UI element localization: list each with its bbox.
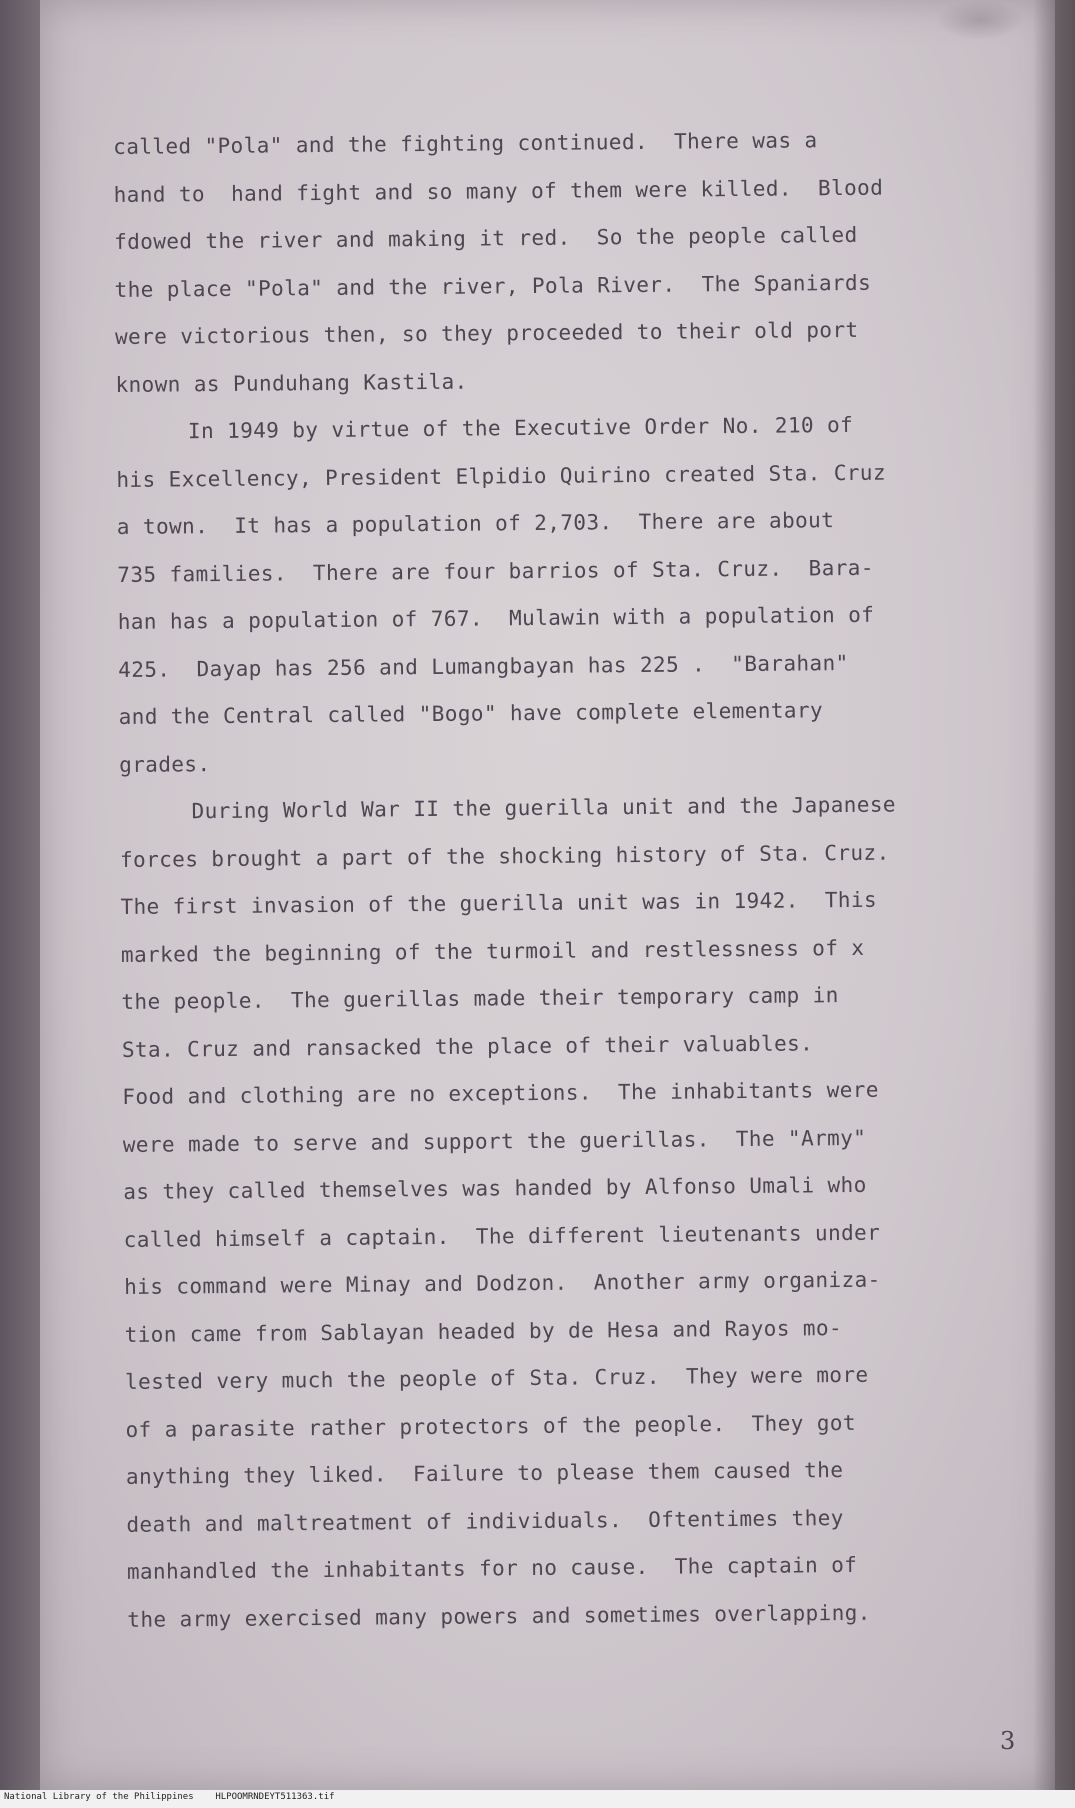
text-line: manhandled the inhabitants for no cause. The captain of [126, 1552, 858, 1584]
text-line: and the Central called "Bogo" have complete elementary [118, 698, 824, 729]
archive-footer-text: National Library of the Philippines HLPOOMRNDEYT511363.tif [4, 1792, 335, 1802]
text-line: anything they liked. Failure to please them caused the [125, 1458, 844, 1489]
text-line: fdowed the river and making it red. So the people called [114, 222, 858, 254]
page-number: 3 [1000, 1727, 1016, 1755]
text-line: forces brought a part of the shocking history of Sta. Cruz. [119, 840, 890, 872]
archive-footer [0, 1790, 1075, 1808]
text-line: grades. [119, 751, 211, 777]
text-line: The first invasion of the guerilla unit was in 1942. This [120, 887, 878, 919]
text-line: tion came from Sablayan headed by de Hesa and Rayos mo- [124, 1315, 843, 1347]
text-line: his command were Minay and Dodzon. Another army organiza- [124, 1267, 881, 1299]
text-line: called "Pola" and the fighting continued. There was a [113, 128, 818, 159]
text-line: were made to serve and support the guerillas. The "Army" [122, 1125, 867, 1157]
text-line: 735 families. There are four barrios of Sta. Cruz. Bara- [117, 555, 874, 587]
text-line: the people. The guerillas made their temporary camp in [121, 983, 839, 1014]
paragraph-pola-river [113, 116, 976, 409]
text-line: lested very much the people of Sta. Cruz. They were more [124, 1362, 869, 1394]
page-fold-shadow [1033, 0, 1055, 1790]
text-line: the army exercised many powers and sometimes overlapping. [127, 1600, 871, 1632]
text-line: hand to hand fight and so many of them were killed. Blood [113, 175, 884, 207]
page-smudge [935, 0, 1025, 40]
text-line: as they called themselves was handed by Alfonso Umali who [123, 1172, 867, 1204]
text-line: a town. It has a population of 2,703. There are about [116, 508, 835, 539]
text-line: Food and clothing are no exceptions. The inhabitants were [122, 1077, 879, 1109]
text-line: were victorious then, so they proceeded to their old port [114, 317, 859, 349]
text-line: Sta. Cruz and ransacked the place of their valuables. [121, 1030, 814, 1062]
paragraph-world-war-ii [119, 781, 987, 1644]
typed-text-body [113, 116, 988, 1644]
text-line: called himself a captain. The different lieutenants under [123, 1220, 881, 1252]
text-line: death and maltreatment of individuals. Oftentimes they [126, 1505, 844, 1537]
text-line: In 1949 by virtue of the Executive Order No. 210 of [187, 412, 854, 444]
text-line: han has a population of 767. Mulawin with a population of [117, 602, 875, 634]
text-line: 425. Dayap has 256 and Lumangbayan has 225 . "Barahan" [118, 650, 849, 682]
text-line: of a parasite rather protectors of the people. They got [125, 1410, 857, 1442]
text-line: his Excellency, President Elpidio Quirino created Sta. Cruz [116, 460, 887, 492]
paragraph-town-creation [116, 401, 980, 789]
text-line: marked the beginning of the turmoil and restlessness of x [120, 935, 865, 967]
text-line: the place "Pola" and the river, Pola River. The Spaniards [114, 270, 872, 302]
text-line: During World War II the guerilla unit and the Japanese [191, 792, 897, 824]
text-line: known as Punduhang Kastila. [115, 369, 468, 397]
